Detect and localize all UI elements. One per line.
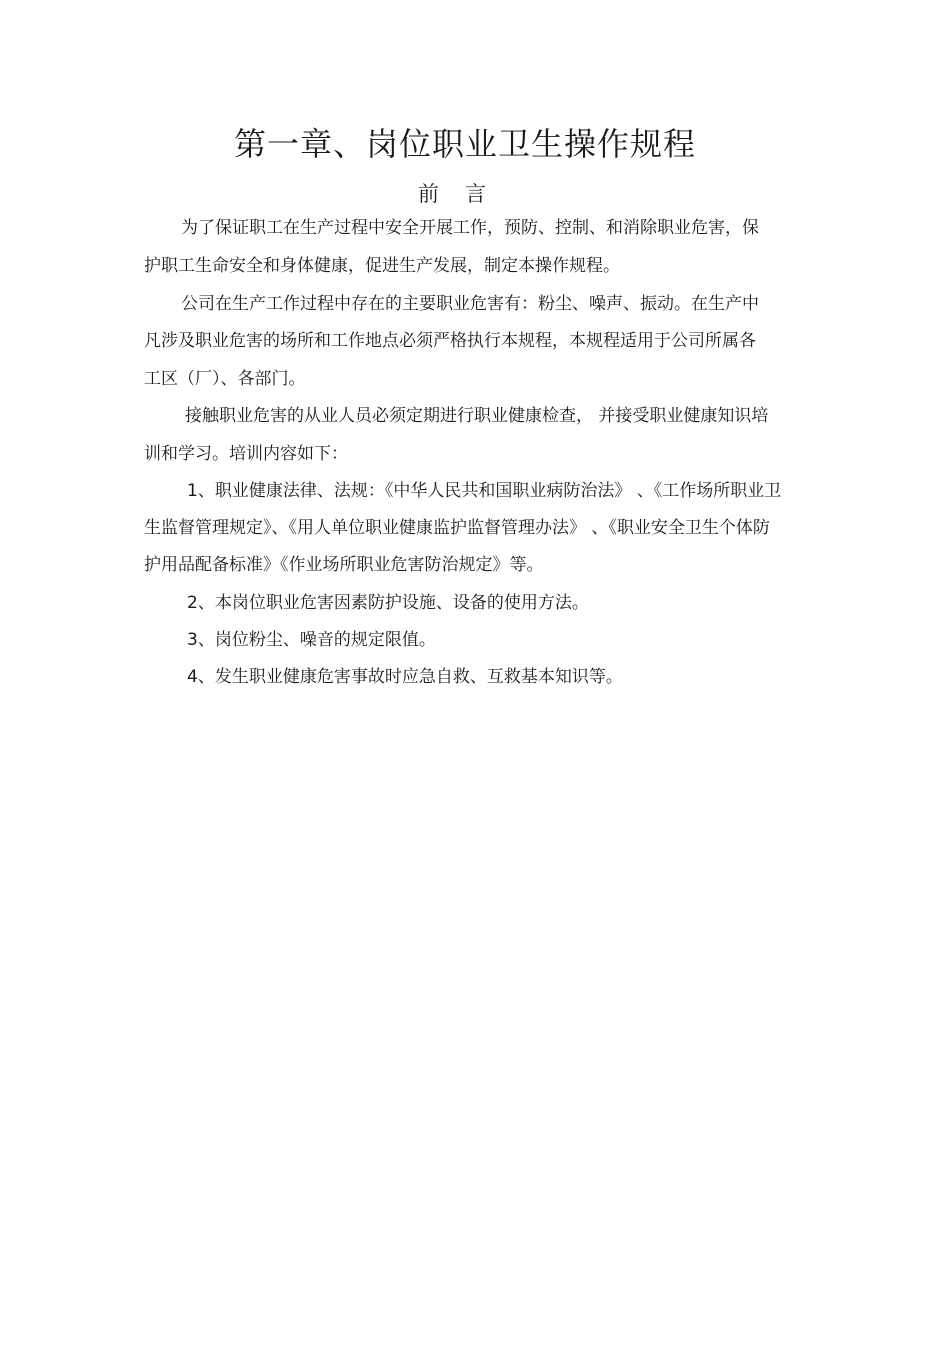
list-item-continuation: 生监督管理规定》、《用人单位职业健康监护监督管理办法》 、《职业安全卫生个体防: [144, 518, 770, 538]
chapter-title: 第一章、岗位职业卫生操作规程: [233, 125, 696, 163]
list-item: 1、职业健康法律、法规：《中华人民共和国职业病防治法》 、《工作场所职业卫: [187, 481, 782, 501]
list-item: 3、岗位粉尘、噪音的规定限值。: [187, 630, 436, 650]
body-line: 护职工生命安全和身体健康，促进生产发展，制定本操作规程。: [144, 256, 620, 276]
body-line: 为了保证职工在生产过程中安全开展工作，预防、控制、和消除职业危害，保: [181, 218, 759, 238]
body-line: 接触职业危害的从业人员必须定期进行职业健康检查， 并接受职业健康知识培: [185, 406, 769, 426]
body-line: 凡涉及职业危害的场所和工作地点必须严格执行本规程，本规程适用于公司所属各: [144, 331, 756, 351]
preface-heading: 前言: [418, 182, 512, 206]
list-item: 2、本岗位职业危害因素防护设施、设备的使用方法。: [187, 593, 589, 613]
body-line: 训和学习。培训内容如下：: [144, 444, 348, 464]
body-line: 工区（厂）、各部门。: [144, 369, 306, 389]
list-item-continuation: 护用品配备标准》《作业场所职业危害防治规定》等。: [144, 555, 544, 575]
list-item: 4、发生职业健康危害事故时应急自救、互救基本知识等。: [187, 667, 623, 687]
body-line: 公司在生产工作过程中存在的主要职业危害有：粉尘、噪声、振动。在生产中: [181, 294, 759, 314]
